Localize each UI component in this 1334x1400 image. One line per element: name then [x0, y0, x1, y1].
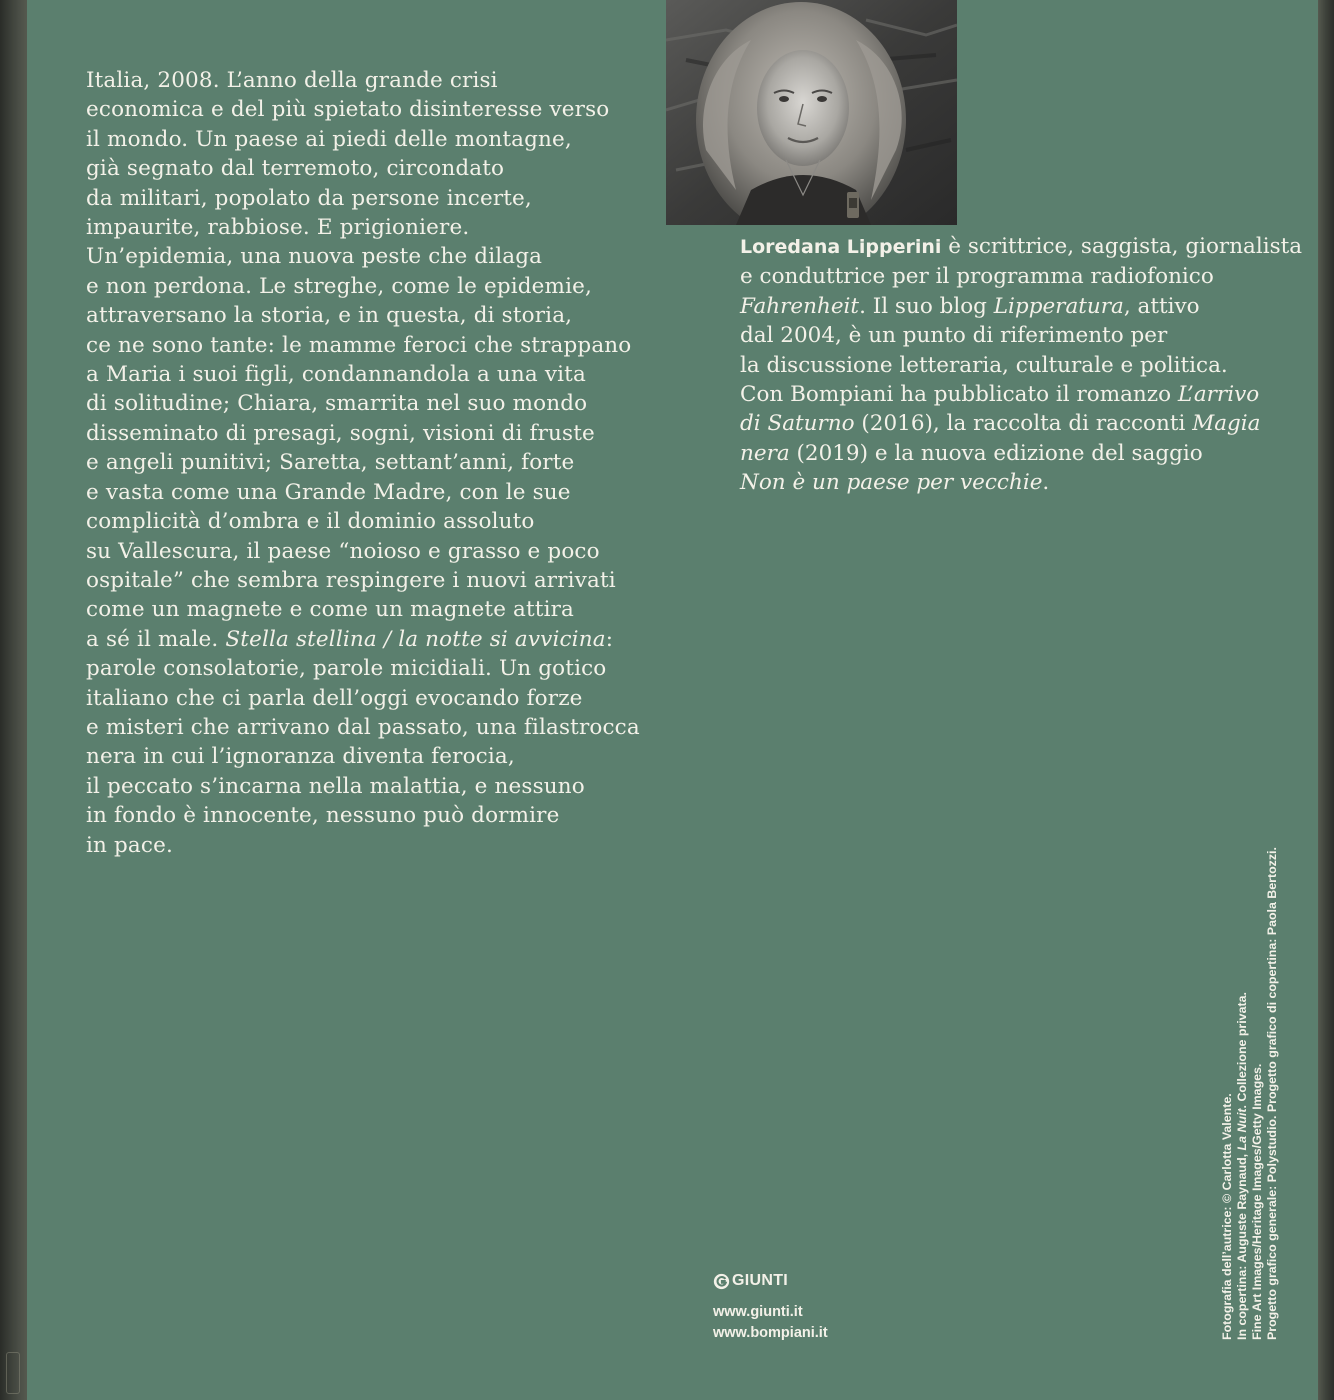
bio-line: e conduttrice per il programma radiofonico: [740, 264, 1214, 290]
blurb-text: a sé il male.: [86, 626, 226, 652]
bio-line: [740, 292, 1260, 321]
blurb-line: attraversano la storia, e in questa, di storia,: [86, 303, 573, 329]
essay-title: Non è un paese per vecchie: [740, 470, 1043, 496]
bio-line: [740, 409, 1260, 438]
blurb-line: su Vallescura, il paese “noioso e grasso e poco: [86, 538, 600, 564]
nursery-rhyme-quote: Stella stellina / la notte si avvicina: [225, 626, 606, 652]
image-credits: [1220, 820, 1280, 1340]
blurb-line: in pace.: [86, 832, 173, 858]
blurb-line: a Maria i suoi figli, condannandola a una vita: [86, 362, 586, 388]
collection-title: nera: [740, 440, 790, 466]
credit-line: Fotografia dell’autrice: © Carlotta Valente.: [1220, 1093, 1234, 1340]
blurb-line: Un’epidemia, una nuova peste che dilaga: [86, 244, 543, 270]
blurb-line: disseminato di presagi, sogni, visioni di fruste: [86, 420, 595, 446]
publisher-block: [713, 1270, 828, 1344]
blurb-line: e vasta come una Grande Madre, con le sue: [86, 479, 571, 505]
credit-line: Progetto grafico generale: Polystudio. Progetto grafico di copertina: Paola Bertozzi.: [1265, 847, 1279, 1340]
blurb-line: [86, 625, 614, 654]
bio-text: , attivo: [1123, 293, 1200, 319]
collection-title: Magia: [1192, 411, 1261, 437]
credit-line: [1235, 820, 1250, 1340]
publisher-logo: [713, 1270, 828, 1292]
blurb-line: da militari, popolato da persone incerte,: [86, 185, 532, 211]
blurb-line: il peccato s’incarna nella malattia, e nessuno: [86, 773, 585, 799]
bio-line: [740, 468, 1260, 497]
artwork-title: La Nuit: [1235, 1108, 1249, 1151]
credit-text: . Collezione privata.: [1235, 992, 1249, 1109]
blurb-line: e non perdona. Le streghe, come le epidemie,: [86, 273, 592, 299]
bio-text: .: [1042, 470, 1050, 496]
radio-program-title: Fahrenheit: [740, 293, 860, 319]
blurb-line: come un magnete e come un magnete attira: [86, 597, 575, 623]
bio-line: dal 2004, è un punto di riferimento per: [740, 323, 1168, 349]
publisher-urls: [713, 1302, 828, 1344]
blurb-line: Italia, 2008. L’anno della grande crisi: [86, 68, 498, 93]
bio-text: Con Bompiani ha pubblicato il romanzo: [740, 382, 1178, 408]
credit-text: In copertina: Auguste Raynaud,: [1235, 1150, 1249, 1340]
credit-line: Fine Art Images/Heritage Images/Getty Images.: [1250, 1063, 1264, 1340]
publisher-name: GIUNTI: [732, 1272, 789, 1289]
blurb-line: parole consolatorie, parole micidiali. Un gotico: [86, 656, 607, 682]
edge-mark: [6, 1352, 20, 1394]
bompiani-url-link[interactable]: www.bompiani.it: [713, 1325, 828, 1341]
bio-line: la discussione letteraria, culturale e politica.: [740, 352, 1228, 378]
cover-right-edge: [1318, 0, 1334, 1400]
blurb-line: di solitudine; Chiara, smarrita nel suo mondo: [86, 391, 588, 417]
book-blurb: [86, 66, 640, 860]
blurb-line: e misteri che arrivano dal passato, una filastrocca: [86, 714, 640, 740]
author-photo: [666, 0, 957, 225]
novel-title: di Saturno: [740, 411, 855, 437]
bio-line: [740, 232, 1303, 262]
blurb-line: ce ne sono tante: le mamme feroci che strappano: [86, 332, 632, 358]
author-portrait-image: [666, 0, 957, 225]
novel-title: L’arrivo: [1177, 382, 1260, 408]
bio-text: (2019) e la nuova edizione del saggio: [789, 440, 1203, 466]
bio-text: . Il suo blog: [859, 293, 994, 319]
blurb-line: il mondo. Un paese ai piedi delle montagne,: [86, 126, 572, 152]
blurb-line: impaurite, rabbiose. E prigioniere.: [86, 215, 470, 241]
bio-text: (2016), la raccolta di racconti: [854, 411, 1193, 437]
blurb-line: italiano che ci parla dell’oggi evocando forze: [86, 685, 583, 711]
bio-text: è scrittrice, saggista, giornalista: [941, 234, 1303, 259]
author-bio: [740, 232, 1303, 498]
blog-title: Lipperatura: [993, 293, 1124, 319]
blurb-line: in fondo è innocente, nessuno può dormire: [86, 803, 560, 829]
blurb-line: e angeli punitivi; Saretta, settant’anni, forte: [86, 450, 575, 476]
blurb-line: già segnato dal terremoto, circondato: [86, 156, 505, 182]
blurb-line: nera in cui l’ignoranza diventa ferocia,: [86, 744, 515, 770]
blurb-line: ospitale” che sembra respingere i nuovi arrivati: [86, 567, 616, 593]
cover-left-edge: [0, 0, 27, 1400]
blurb-line: complicità d’ombra e il dominio assoluto: [86, 509, 535, 535]
author-name: Loredana Lipperini: [740, 236, 942, 258]
blurb-line: economica e del più spietato disinteresse verso: [86, 97, 610, 123]
giunti-logo-icon: [713, 1273, 730, 1290]
blurb-text: :: [605, 626, 614, 652]
bio-line: [740, 380, 1260, 409]
bio-line: [740, 439, 1260, 468]
giunti-url-link[interactable]: www.giunti.it: [713, 1304, 803, 1320]
